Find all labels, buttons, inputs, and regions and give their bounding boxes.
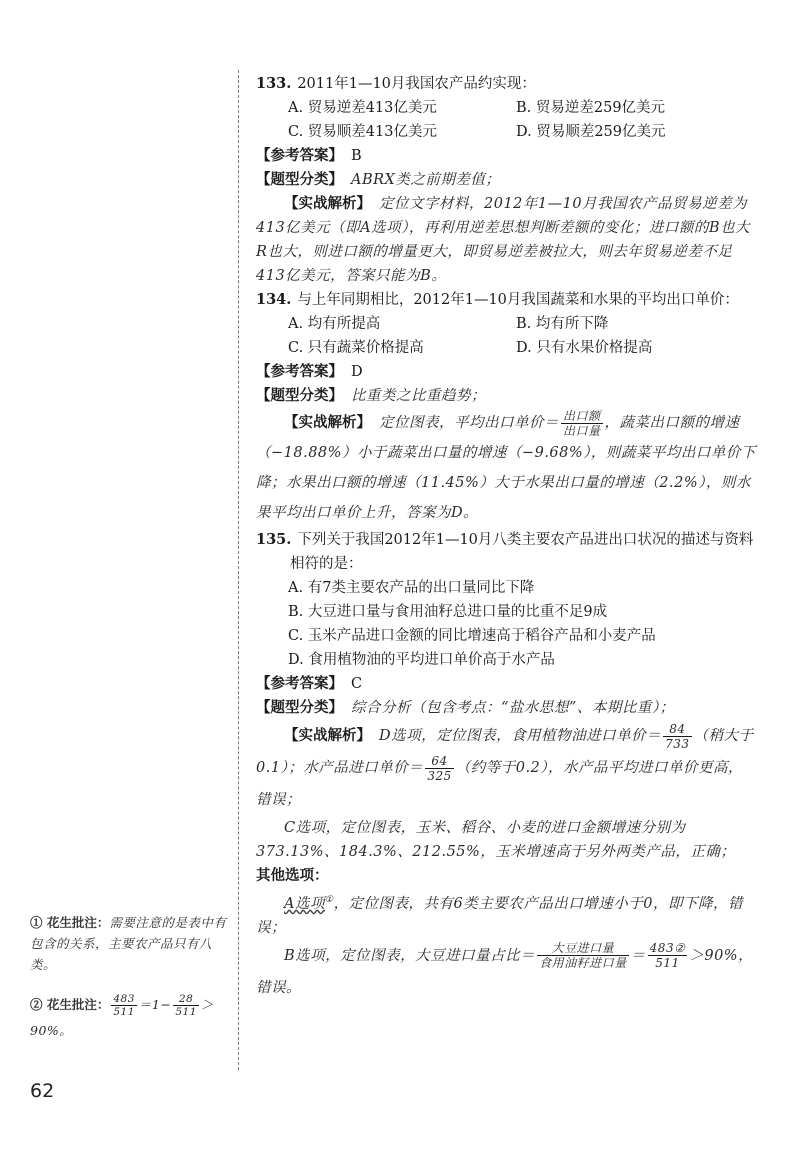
sidenote-label: ② 花生批注： (30, 997, 110, 1012)
sidenote-2 (30, 992, 230, 1044)
question-number: 134. (256, 291, 292, 308)
options-135 (288, 576, 756, 672)
answer-135 (256, 672, 756, 696)
oil-price-fraction (663, 722, 691, 751)
answer-134 (256, 360, 756, 384)
type-135 (256, 696, 756, 720)
option-c: C. 贸易顺差413亿美元 (288, 124, 437, 140)
option-d: D. 贸易顺差259亿美元 (516, 124, 666, 140)
seafood-price-fraction (425, 754, 453, 783)
fraction-denominator: 325 (427, 768, 452, 783)
fraction-numerator: 出口额 (563, 408, 601, 423)
fraction-denominator: 511 (113, 1006, 135, 1018)
analysis-a-text: ，定位图表，共有6类主要农产品出口增速小于0，即下降，错误； (256, 895, 744, 936)
option-c: C. 只有蔬菜价格提高 (288, 340, 424, 356)
analysis-134 (256, 408, 756, 528)
question-number: 135. (256, 531, 292, 548)
soy-share-value-fraction (648, 941, 688, 970)
option-a: A. 均有所提高 (288, 316, 381, 332)
analysis-d-post: （约等于0.2），水产品平均进口单价更高，错误； (256, 760, 744, 808)
analysis-135-b (256, 940, 756, 1004)
main-column (256, 72, 756, 1004)
footnote-mark-1: ① (324, 895, 334, 905)
answer-label: 【参考答案】 (256, 363, 343, 380)
analysis-135-d (256, 720, 756, 816)
type-134 (256, 384, 756, 408)
answer-label: 【参考答案】 (256, 675, 343, 692)
sidenote-mid: ＝1− (138, 997, 172, 1012)
question-number: 133. (256, 75, 292, 92)
type-133 (256, 168, 756, 192)
analysis-b-pre: B选项，定位图表，大豆进口量占比＝ (284, 947, 536, 964)
fraction-numerator: 483 (113, 993, 135, 1005)
analysis-label: 【实战解析】 (284, 414, 371, 431)
column-divider (238, 70, 245, 1070)
analysis-label: 【实战解析】 (284, 727, 371, 744)
analysis-b-mid: ＝ (630, 947, 646, 964)
question-135 (256, 528, 756, 576)
question-stem: 2011年1—10月我国农产品约实现： (297, 76, 536, 92)
type-label: 【题型分类】 (256, 171, 343, 188)
answer-label: 【参考答案】 (256, 147, 343, 164)
type-value: 比重类之比重趋势； (351, 388, 486, 404)
fraction-denominator: 食用油籽进口量 (539, 956, 627, 971)
option-a: A. 有7类主要农产品的出口量同比下降 (288, 580, 535, 596)
fraction-numerator: 483② (649, 941, 686, 956)
fraction-denominator: 511 (175, 1006, 197, 1018)
sidenote-1 (30, 912, 230, 975)
sidenote-fraction-1 (111, 993, 137, 1018)
analysis-d-pre: D选项，定位图表，食用植物油进口单价＝ (379, 728, 662, 744)
option-d: D. 食用植物油的平均进口单价高于水产品 (288, 652, 555, 668)
answer-value: C (351, 676, 363, 692)
question-stem: 下列关于我国2012年1—10月八类主要农产品进出口状况的描述与资料相符的是： (290, 532, 754, 572)
question-stem: 与上年同期相比，2012年1—10月我国蔬菜和水果的平均出口单价： (297, 292, 739, 308)
type-value: ABRX类之前期差值； (351, 172, 501, 188)
question-134 (256, 288, 756, 312)
sidenote-text: 需要注意的是表中有包含的关系，主要农产品只有八类。 (30, 915, 227, 972)
type-label: 【题型分类】 (256, 387, 343, 404)
fraction-denominator: 出口量 (563, 423, 601, 438)
analysis-text: 定位文字材料，2012年1—10月我国农产品贸易逆差为413亿美元（即A选项），再利用逆差思想判断差额的变化；进口额的B也大R也大，则进口额的增量更大，即贸易逆差被拉大，则去年贸易逆差不足413亿美元，答案只能为B。 (256, 196, 751, 284)
analysis-d-mid: （稍大于0.1）；水产品进口单价＝ (256, 728, 754, 776)
option-b: B. 均有所下降 (516, 316, 609, 332)
answer-value: B (351, 148, 362, 164)
page-number: 62 (30, 1080, 55, 1102)
analysis-text-pre: 定位图表，平均出口单价＝ (379, 415, 559, 431)
sidenote-fraction-2 (173, 993, 199, 1018)
analysis-text-post: ，蔬菜出口额的增速（−18.88%）小于蔬菜出口量的增速（−9.68%），则蔬菜平均出口单价下降；水果出口额的增速（11.45%）大于水果出口量的增速（2.2%），则水果平均出口单价上升，答案为D。 (256, 415, 756, 521)
analysis-b-post: ＞90%，错误。 (256, 947, 754, 996)
fraction-numerator: 28 (173, 993, 199, 1006)
unit-price-fraction (561, 409, 603, 438)
type-value: 综合分析（包含考点：“盐水思想”、本期比重）； (351, 700, 675, 716)
fraction-numerator: 64 (425, 754, 453, 769)
fraction-denominator: 511 (655, 956, 680, 971)
analysis-label: 【实战解析】 (284, 195, 371, 212)
sidenote-label: ① 花生批注： (30, 915, 110, 930)
sidenote-post: ＞90%。 (30, 997, 214, 1038)
fraction-numerator: 大豆进口量 (537, 941, 629, 956)
fraction-numerator: 84 (663, 722, 691, 737)
fraction-denominator: 733 (665, 736, 690, 751)
soy-share-fraction (537, 941, 629, 970)
option-d: D. 只有水果价格提高 (516, 340, 653, 356)
option-a: A. 贸易逆差413亿美元 (288, 100, 437, 116)
option-c: C. 玉米产品进口金额的同比增速高于稻谷产品和小麦产品 (288, 628, 656, 644)
analysis-135-a (256, 888, 756, 940)
answer-value: D (351, 364, 363, 380)
question-133 (256, 72, 756, 96)
analysis-135-c: C选项，定位图表，玉米、稻谷、小麦的进口金额增速分别为373.13%、184.3%、212.55%，玉米增速高于另外两类产品，正确； (256, 820, 736, 860)
option-b: B. 贸易逆差259亿美元 (516, 100, 666, 116)
analysis-133 (256, 192, 756, 288)
answer-133 (256, 144, 756, 168)
option-b: B. 大豆进口量与食用油籽总进口量的比重不足9成 (288, 604, 608, 620)
option-a-lead: A选项 (284, 895, 325, 912)
options-134 (288, 312, 756, 360)
other-options-title: 其他选项： (256, 867, 329, 884)
type-label: 【题型分类】 (256, 699, 343, 716)
options-133 (288, 96, 756, 144)
